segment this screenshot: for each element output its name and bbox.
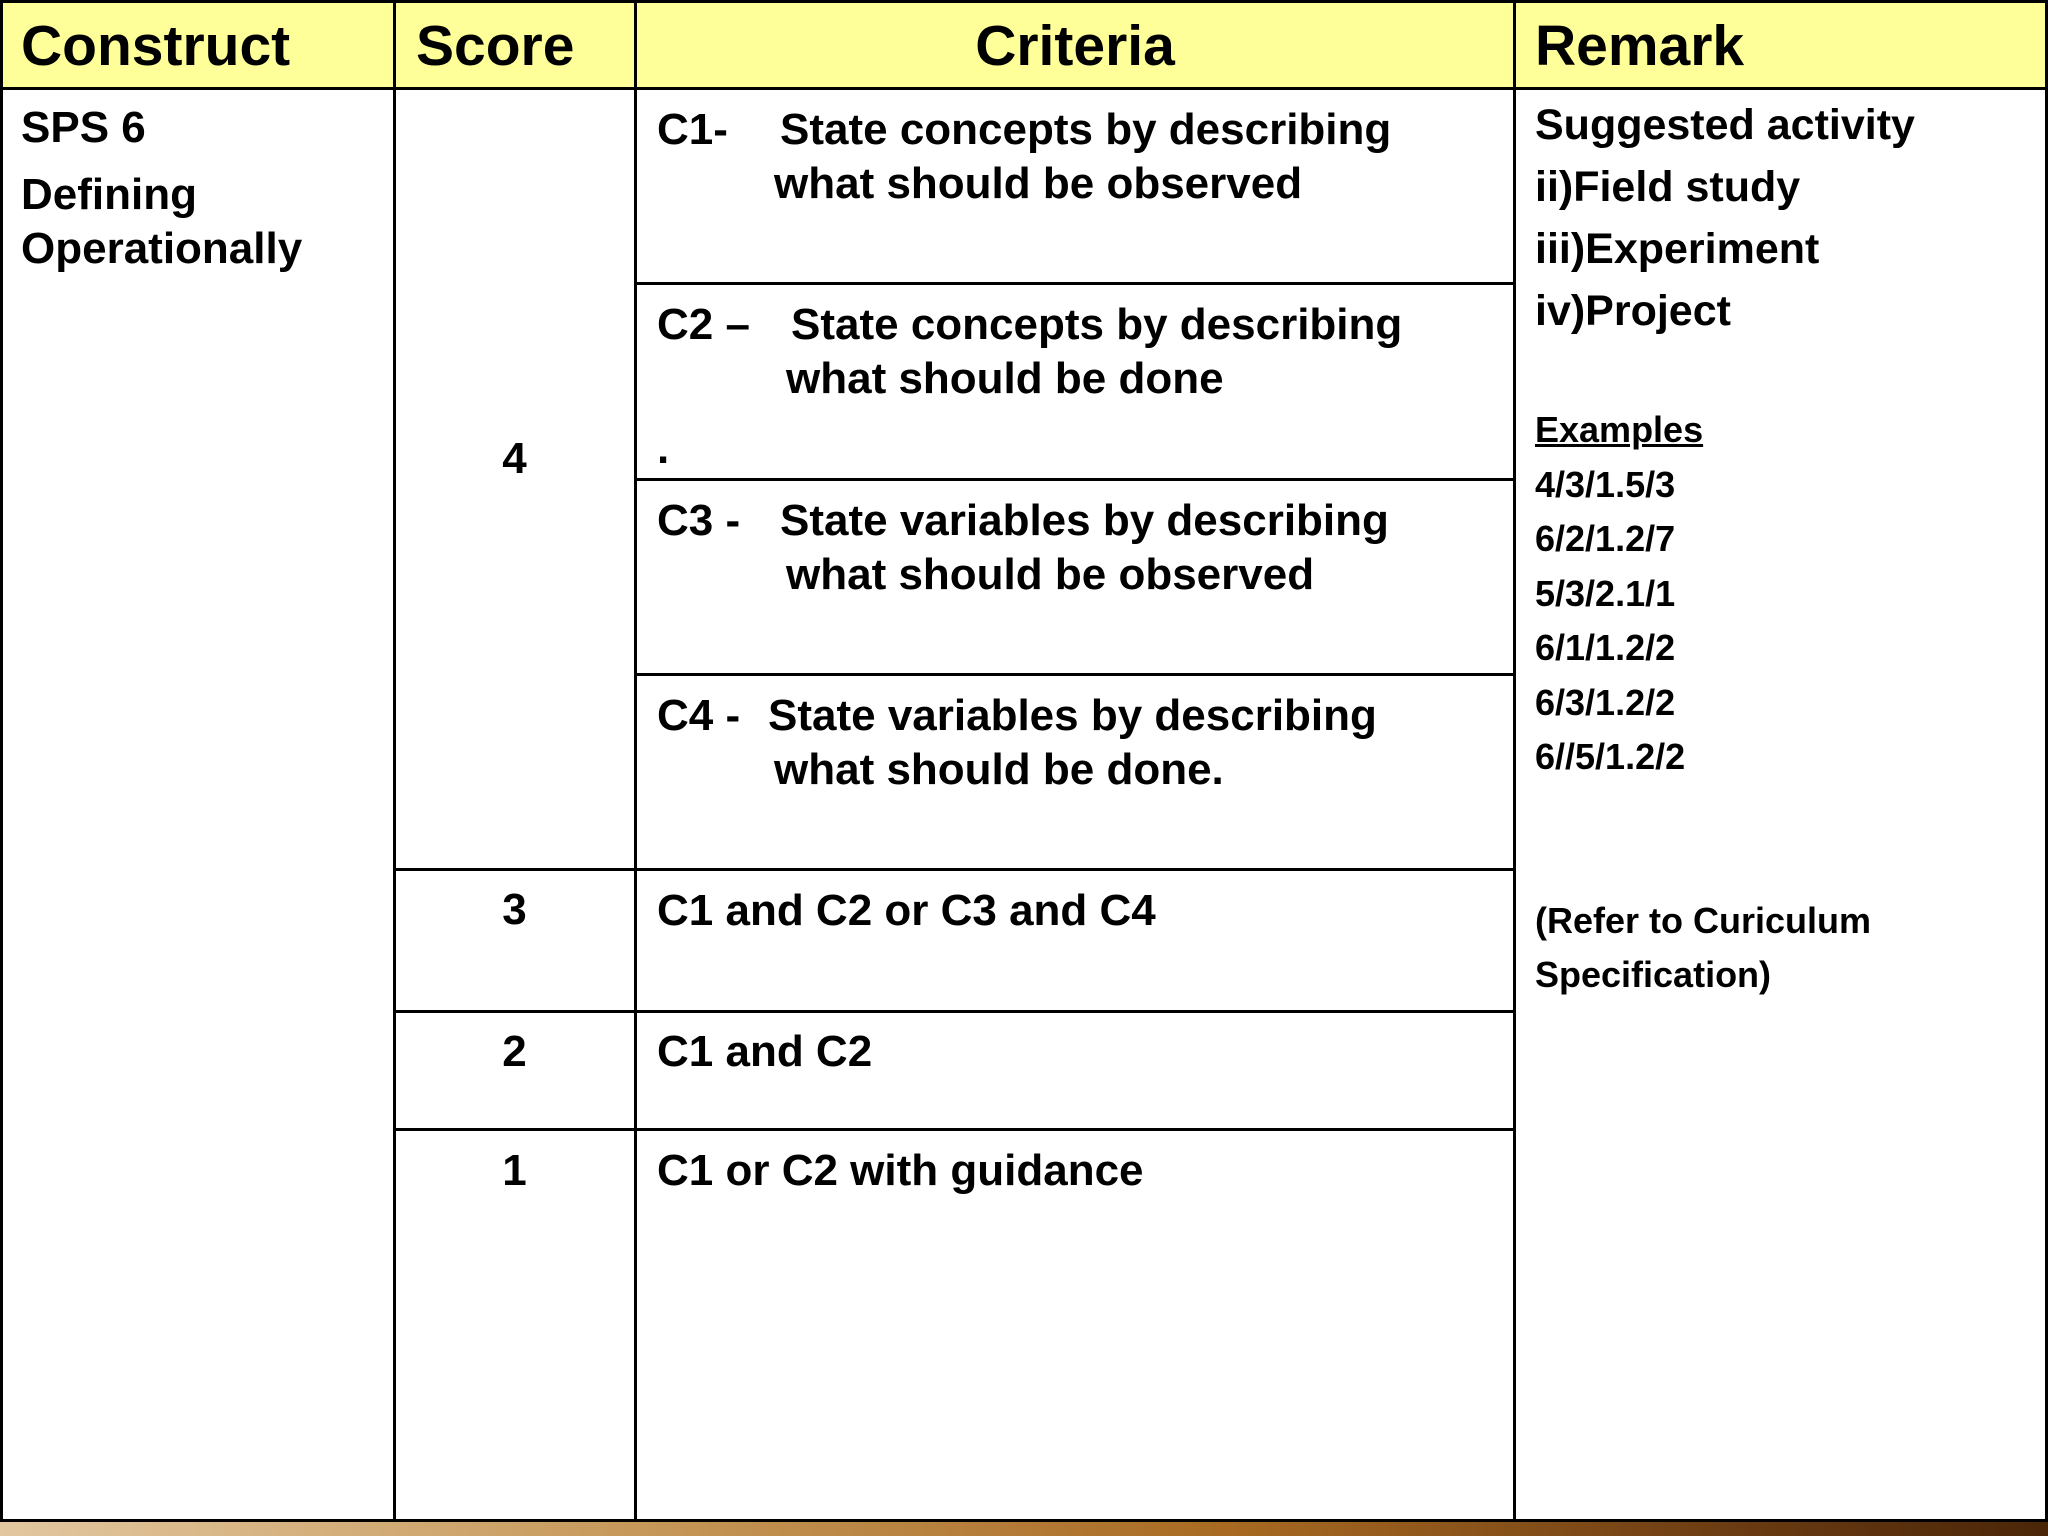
remark-example-3: 5/3/2.1/1: [1535, 573, 1676, 614]
criterion-c2-line2: what should be done: [786, 354, 1224, 403]
score-2: 2: [502, 1027, 527, 1076]
remark-activity-heading: Suggested activity: [1535, 101, 1915, 149]
remark-example-6: 6//5/1.2/2: [1535, 736, 1686, 777]
header-remark: Remark: [1535, 14, 1745, 78]
score-row-divider-1: [395, 1128, 1514, 1131]
score-4: 4: [502, 434, 527, 483]
criterion-c4-line2: what should be done.: [774, 745, 1224, 794]
construct-name-line1: Defining: [21, 170, 197, 219]
criterion-c3-code: C3 -: [657, 496, 741, 545]
criterion-c3-line1: State variables by describing: [780, 496, 1389, 545]
remark-refer-line1: (Refer to Curiculum: [1535, 900, 1872, 941]
header-criteria: Criteria: [975, 14, 1175, 78]
remark-example-4: 6/1/1.2/2: [1535, 627, 1676, 668]
construct-code: SPS 6: [21, 103, 146, 152]
header-construct: Construct: [21, 14, 291, 78]
criterion-c1-code: C1-: [657, 105, 728, 154]
remark-example-2: 6/2/1.2/7: [1535, 518, 1676, 559]
score-1: 1: [502, 1146, 527, 1195]
column-divider-score: [634, 0, 637, 1522]
criterion-c2-line1: State concepts by describing: [791, 300, 1403, 349]
remark-activity-3: iv)Project: [1535, 287, 1731, 335]
construct-name-line2: Operationally: [21, 224, 303, 273]
remark-examples-heading: Examples: [1535, 409, 1704, 450]
criterion-c1-line1: State concepts by describing: [780, 105, 1392, 154]
criteria-divider-1: [636, 282, 1514, 285]
criteria-divider-2: [636, 478, 1514, 481]
criterion-c4-line1: State variables by describing: [768, 691, 1377, 740]
column-divider-construct: [393, 0, 396, 1522]
criteria-score-3: C1 and C2 or C3 and C4: [657, 886, 1156, 935]
criterion-c4-code: C4 -: [657, 691, 741, 740]
remark-example-5: 6/3/1.2/2: [1535, 682, 1676, 723]
criteria-score-2: C1 and C2: [657, 1027, 873, 1076]
score-row-divider-2: [395, 1010, 1514, 1013]
header-score: Score: [416, 14, 575, 78]
criterion-c1-line2: what should be observed: [774, 159, 1303, 208]
remark-activity-1: ii)Field study: [1535, 163, 1801, 211]
header-divider: [0, 87, 2048, 90]
score-row-divider-3: [395, 868, 1514, 871]
criteria-divider-3: [636, 673, 1514, 676]
criterion-c3-line2: what should be observed: [786, 550, 1315, 599]
table-border-left: [0, 0, 3, 1522]
remark-activity-2: iii)Experiment: [1535, 225, 1820, 273]
table-border-top: [0, 0, 2048, 3]
remark-example-1: 4/3/1.5/3: [1535, 464, 1676, 505]
criterion-c2-code: C2 –: [657, 300, 750, 349]
criteria-score-1: C1 or C2 with guidance: [657, 1146, 1144, 1195]
remark-refer-line2: Specification): [1535, 954, 1772, 995]
slide-footer-bar: [0, 1522, 2048, 1536]
score-3: 3: [502, 885, 527, 934]
column-divider-criteria: [1513, 0, 1516, 1522]
criterion-c2-line3: .: [657, 424, 670, 473]
